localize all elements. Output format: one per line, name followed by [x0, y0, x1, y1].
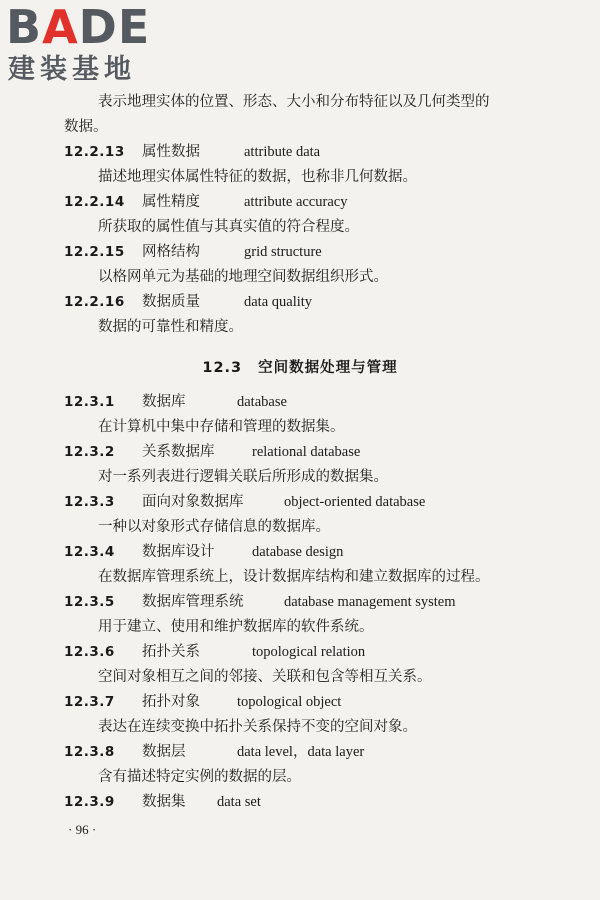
term-definition: 数据的可靠性和精度。	[98, 319, 243, 335]
term-chinese: 拓扑关系	[142, 644, 200, 660]
term-number: 12.3.4	[64, 544, 115, 560]
term-chinese: 属性数据	[142, 144, 200, 160]
term-entry	[64, 692, 341, 712]
term-number: 12.3.6	[64, 644, 115, 660]
term-chinese: 数据库	[142, 394, 186, 410]
term-entry	[64, 642, 365, 662]
term-definition: 以格网单元为基础的地理空间数据组织形式。	[98, 269, 388, 285]
term-number: 12.2.13	[64, 144, 125, 160]
term-english: database management system	[284, 594, 456, 610]
term-definition: 在计算机中集中存储和管理的数据集。	[98, 419, 345, 435]
term-number: 12.2.15	[64, 244, 125, 260]
term-number: 12.2.16	[64, 294, 125, 310]
term-chinese: 数据质量	[142, 294, 200, 310]
term-english: database design	[252, 544, 344, 560]
logo-brand-text: BADE	[6, 0, 151, 54]
term-entry	[64, 142, 320, 162]
term-entry	[64, 492, 425, 512]
term-chinese: 数据层	[142, 744, 186, 760]
term-number: 12.3.1	[64, 394, 115, 410]
term-definition: 一种以对象形式存储信息的数据库。	[98, 519, 330, 535]
term-english: topological relation	[252, 644, 366, 660]
term-entry	[64, 392, 287, 412]
page-number: · 96 ·	[68, 822, 97, 837]
term-entry	[64, 242, 322, 262]
term-entry	[64, 292, 312, 312]
continuation-line-1: 表示地理实体的位置、形态、大小和分布特征以及几何类型的	[98, 94, 490, 110]
term-chinese: 数据库管理系统	[142, 594, 244, 610]
term-number: 12.2.14	[64, 194, 125, 210]
term-number: 12.3.7	[64, 694, 115, 710]
term-entry	[64, 742, 364, 762]
term-english: database	[237, 394, 287, 410]
section-title: 空间数据处理与管理	[258, 360, 398, 376]
term-english: relational database	[252, 444, 361, 460]
term-entry	[64, 442, 360, 462]
logo-chinese-text: 建装基地	[8, 54, 136, 85]
term-english: data set	[217, 794, 261, 810]
term-english: object-oriented database	[284, 494, 426, 510]
term-chinese: 面向对象数据库	[142, 494, 244, 510]
term-english: attribute data	[244, 144, 321, 160]
term-chinese: 属性精度	[142, 194, 200, 210]
term-definition: 在数据库管理系统上，设计数据库结构和建立数据库的过程。	[98, 569, 490, 585]
term-definition: 描述地理实体属性特征的数据，也称非几何数据。	[98, 169, 417, 185]
term-english: attribute accuracy	[244, 194, 348, 210]
section-heading	[0, 356, 600, 377]
term-number: 12.3.5	[64, 594, 115, 610]
term-number: 12.3.8	[64, 744, 115, 760]
term-number: 12.3.2	[64, 444, 115, 460]
term-chinese: 数据集	[142, 794, 186, 810]
term-english: grid structure	[244, 244, 322, 260]
term-entry	[64, 792, 261, 812]
term-definition: 用于建立、使用和维护数据库的软件系统。	[98, 619, 374, 635]
term-number: 12.3.9	[64, 794, 115, 810]
term-chinese: 网格结构	[142, 244, 200, 260]
term-definition: 空间对象相互之间的邻接、关联和包含等相互关系。	[98, 669, 432, 685]
term-definition: 对一系列表进行逻辑关联后所形成的数据集。	[98, 469, 388, 485]
section-number: 12.3	[202, 360, 243, 376]
continuation-line-2: 数据。	[64, 119, 108, 135]
term-english: data quality	[244, 294, 313, 310]
term-definition: 表达在连续变换中拓扑关系保持不变的空间对象。	[98, 719, 417, 735]
term-definition: 含有描述特定实例的数据的层。	[98, 769, 301, 785]
bade-watermark-logo	[6, 2, 174, 90]
term-english: topological object	[237, 694, 342, 710]
term-chinese: 关系数据库	[142, 444, 215, 460]
term-entry	[64, 192, 347, 212]
term-entry	[64, 542, 343, 562]
term-chinese: 拓扑对象	[142, 694, 200, 710]
term-entry	[64, 592, 456, 612]
term-definition: 所获取的属性值与其真实值的符合程度。	[98, 219, 359, 235]
term-english: data level，data layer	[237, 744, 365, 760]
term-chinese: 数据库设计	[142, 544, 215, 560]
term-number: 12.3.3	[64, 494, 115, 510]
